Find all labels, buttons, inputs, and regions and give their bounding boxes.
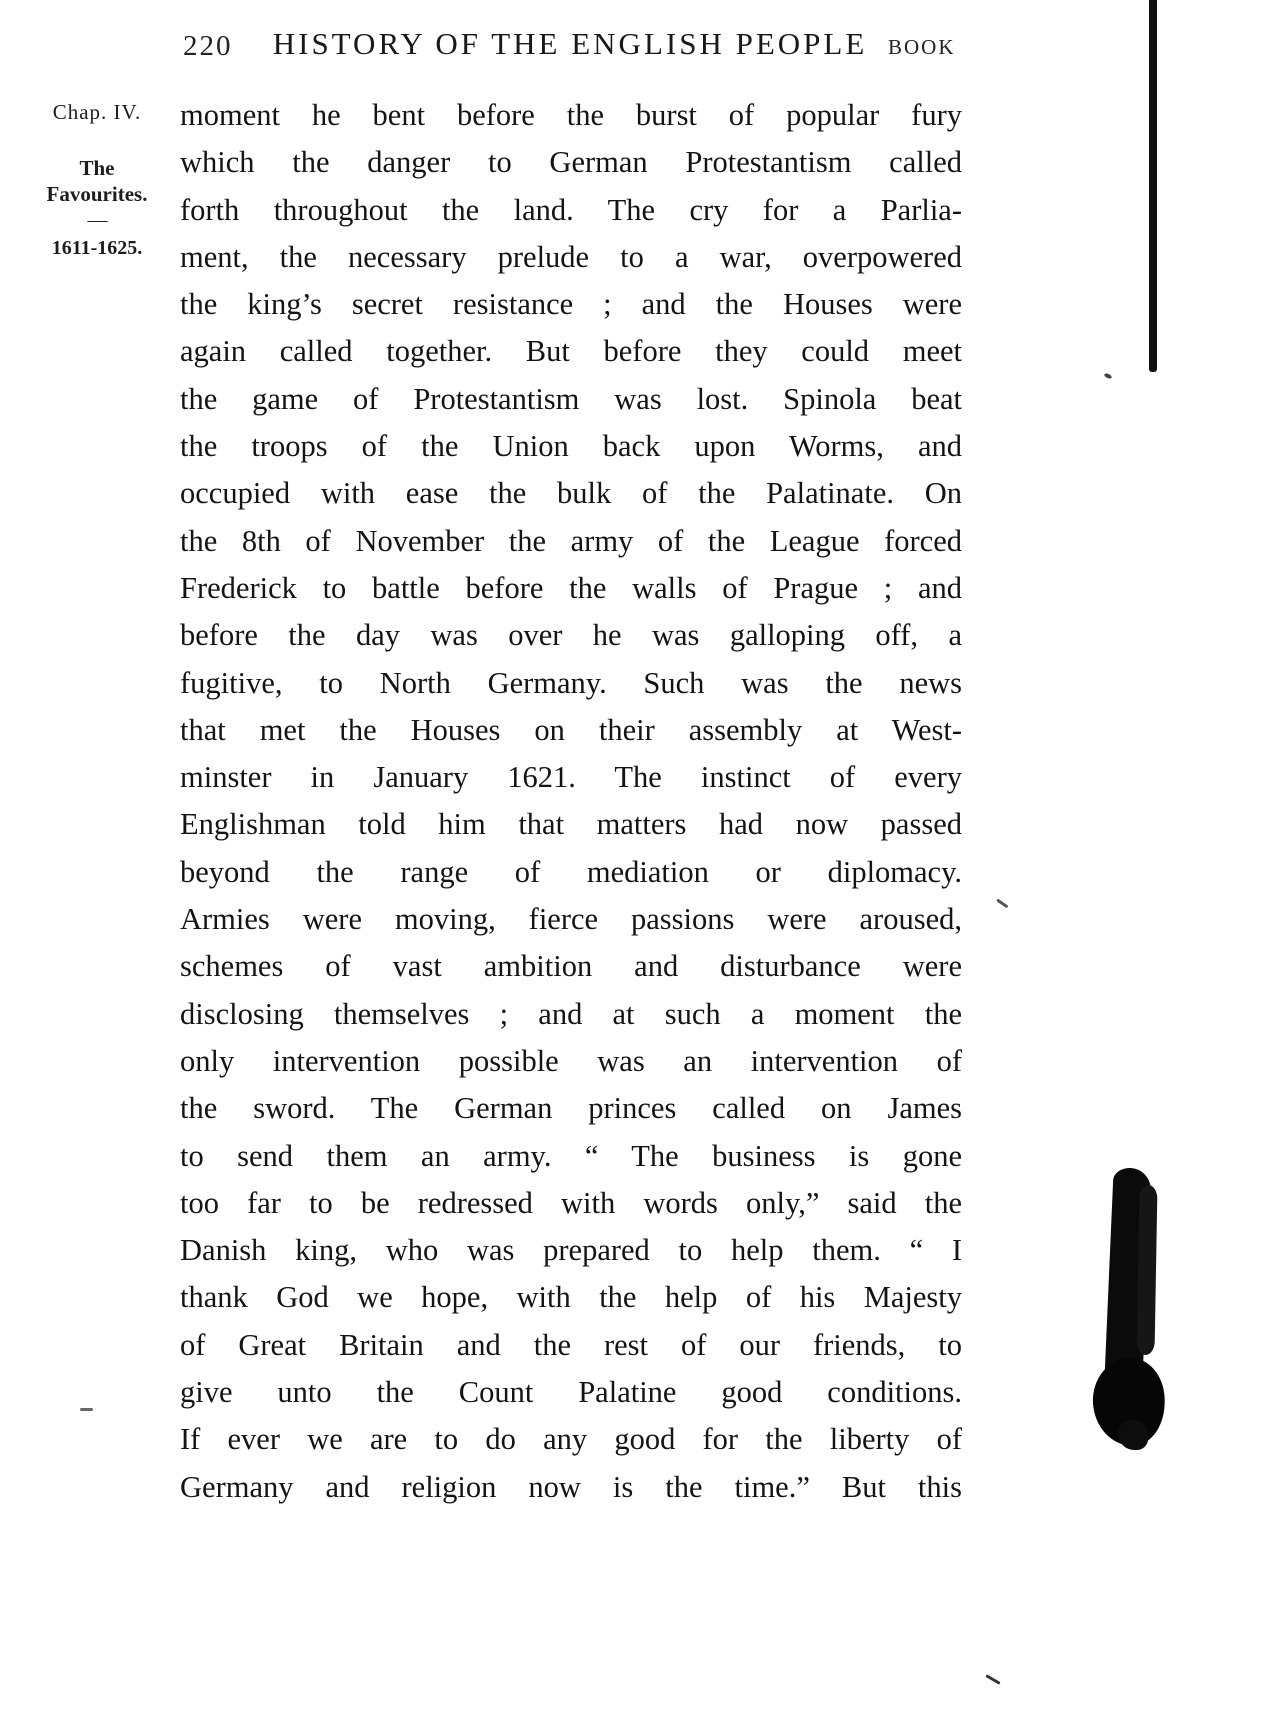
scan-artifact-ink-blob (1088, 1354, 1170, 1450)
text-line: Englishman told him that matters had now passed (180, 807, 962, 842)
book-label: BOOK (888, 35, 956, 59)
text-line: thank God we hope, with the help of his Majesty (180, 1280, 962, 1315)
page-number: 220 (183, 30, 233, 62)
text-line: the troops of the Union back upon Worms, and (180, 429, 962, 464)
chapter-note: Chap. IV. (52, 100, 142, 124)
text-line: disclosing themselves ; and at such a moment the (180, 996, 962, 1031)
scan-artifact-ink-streak (1137, 1185, 1158, 1355)
body-text (180, 92, 962, 1511)
text-line: only intervention possible was an intervention of (180, 1043, 962, 1078)
page-header (0, 26, 1281, 68)
text-line: forth throughout the land. The cry for a Parlia- (180, 192, 962, 227)
text-line: schemes of vast ambition and disturbance were (180, 949, 962, 984)
text-line: Germany and religion now is the time.” But this (180, 1469, 962, 1504)
text-line: occupied with ease the bulk of the Palatinate. On (180, 476, 962, 511)
margin-notes (22, 100, 172, 260)
scan-artifact-ink-streak (1104, 1167, 1151, 1383)
text-line: beyond the range of mediation or diplomacy. (180, 854, 962, 889)
margin-divider: — (87, 209, 107, 231)
topic-line-1: The (79, 156, 115, 180)
text-line: Frederick to battle before the walls of Prague ; and (180, 570, 962, 605)
text-line: which the danger to German Protestantism called (180, 145, 962, 180)
text-line: Danish king, who was prepared to help them. “ I (180, 1233, 962, 1268)
topic-line-2: Favourites. (46, 182, 148, 206)
topic-note (22, 155, 172, 207)
text-line: ment, the necessary prelude to a war, overpowered (180, 239, 962, 274)
dates-note: 1611-1625. (51, 237, 143, 259)
text-line: give unto the Count Palatine good conditions. (180, 1375, 962, 1410)
text-line: the 8th of November the army of the League forced (180, 523, 962, 558)
text-line: too far to be redressed with words only,” said the (180, 1185, 962, 1220)
scan-artifact-mark (80, 1408, 93, 1411)
text-line: to send them an army. “ The business is gone (180, 1138, 962, 1173)
text-line: of Great Britain and the rest of our friends, to (180, 1327, 962, 1362)
text-line: Armies were moving, fierce passions were aroused, (180, 902, 962, 937)
text-line: that met the Houses on their assembly at West- (180, 712, 962, 747)
scan-artifact-mark (1104, 372, 1113, 379)
text-line: moment he bent before the burst of popular fury (180, 98, 962, 132)
text-line: the king’s secret resistance ; and the Houses were (180, 287, 962, 322)
text-line: the game of Protestantism was lost. Spinola beat (180, 381, 962, 416)
text-line: the sword. The German princes called on James (180, 1091, 962, 1126)
text-line: again called together. But before they could meet (180, 334, 962, 369)
text-line: minster in January 1621. The instinct of every (180, 760, 962, 795)
scan-artifact-mark (985, 1674, 1000, 1685)
scan-artifact-ink-blob (1118, 1420, 1148, 1450)
text-line: before the day was over he was galloping off, a (180, 618, 962, 653)
text-line: fugitive, to North Germany. Such was the news (180, 665, 962, 700)
scan-artifact-mark (996, 898, 1008, 908)
text-line: If ever we are to do any good for the liberty of (180, 1422, 962, 1457)
running-title: HISTORY OF THE ENGLISH PEOPLE (272, 26, 868, 61)
